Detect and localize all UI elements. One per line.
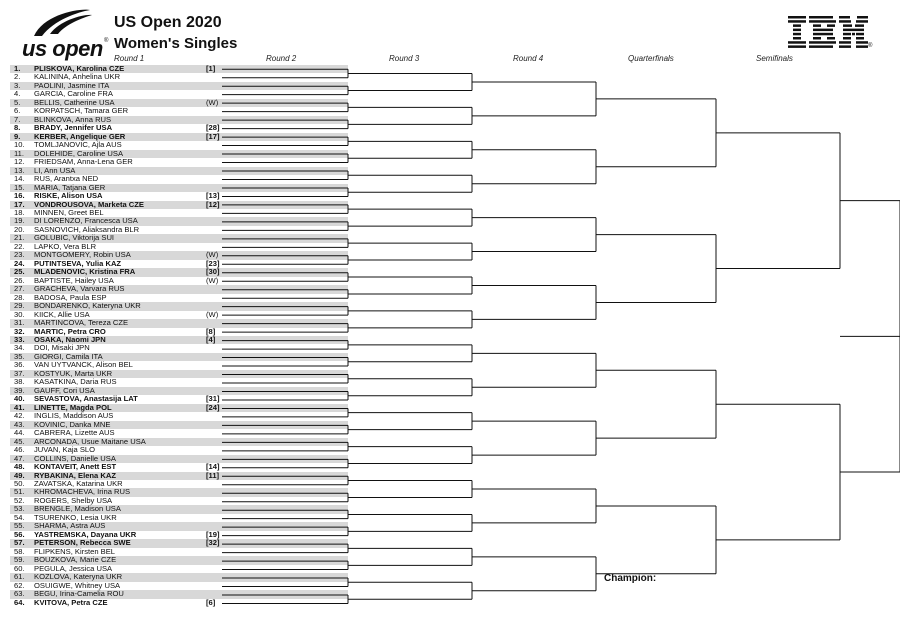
player-name: BRENGLE, Madison USA [34, 504, 121, 514]
player-name: JUVAN, Kaja SLO [34, 445, 96, 455]
player-seed: [8] [206, 326, 216, 336]
player-name: BRADY, Jennifer USA [34, 123, 113, 133]
player-name: PLISKOVA, Karolina CZE [34, 64, 125, 73]
semifinals-header: Semifinals [756, 54, 793, 63]
champion-label: Champion: [604, 573, 657, 584]
player-number: 32. [14, 326, 25, 336]
player-number: 48. [14, 462, 25, 472]
player-number: 64. [14, 597, 25, 607]
player-name: DI LORENZO, Francesca USA [34, 216, 138, 226]
player-name: OSUIGWE, Whitney USA [34, 580, 121, 590]
player-seed: (W) [206, 250, 219, 260]
player-number: 51. [14, 487, 25, 497]
player-name: PUTINTSEVA, Yulia KAZ [34, 258, 122, 268]
player-number: 37. [14, 368, 25, 378]
player-name: INGLIS, Maddison AUS [34, 411, 114, 421]
player-number: 14. [14, 174, 25, 184]
player-name: GIORGI, Camila ITA [34, 351, 103, 361]
player-name: KOZLOVA, Kateryna UKR [34, 572, 123, 582]
player-number: 60. [14, 563, 25, 573]
player-name: KIICK, Allie USA [34, 309, 90, 319]
player-name: PEGULA, Jessica USA [34, 563, 113, 573]
player-name: RISKE, Alison USA [34, 191, 103, 201]
player-name: CABRERA, Lizette AUS [34, 428, 115, 438]
player-number: 20. [14, 224, 25, 234]
player-name: BELLIS, Catherine USA [34, 97, 115, 107]
round-4-header: Round 4 [513, 54, 544, 63]
player-number: 58. [14, 546, 25, 556]
player-name: MONTGOMERY, Robin USA [34, 250, 131, 260]
player-name: LINETTE, Magda POL [34, 402, 112, 412]
ibm-registered-mark: ® [868, 43, 873, 49]
player-seed: [24] [206, 402, 220, 412]
player-name: YASTREMSKA, Dayana UKR [34, 529, 137, 539]
player-number: 30. [14, 309, 25, 319]
player-name: BAPTISTE, Hailey USA [34, 275, 114, 285]
us-open-logo: us open [22, 36, 103, 61]
player-seed: [1] [206, 64, 216, 73]
player-seed: [12] [206, 199, 220, 209]
player-seed: [17] [206, 131, 220, 141]
player-name: VONDROUSOVA, Marketa CZE [34, 199, 144, 209]
player-number: 22. [14, 241, 25, 251]
player-name: MARTIC, Petra CRO [34, 326, 106, 336]
player-seed: [30] [206, 267, 220, 277]
player-name: MINNEN, Greet BEL [34, 207, 104, 217]
player-name: PETERSON, Rebecca SWE [34, 538, 131, 548]
player-name: BADOSA, Paula ESP [34, 292, 107, 302]
player-name: SASNOVICH, Aliaksandra BLR [34, 224, 140, 234]
player-number: 31. [14, 318, 25, 328]
player-number: 12. [14, 157, 25, 167]
player-number: 50. [14, 478, 25, 488]
player-number: 15. [14, 182, 25, 192]
quarterfinals-header: Quarterfinals [628, 54, 674, 63]
player-name: KVITOVA, Petra CZE [34, 597, 108, 607]
player-number: 21. [14, 233, 25, 243]
player-seed: (W) [206, 97, 219, 107]
player-name: MARIA, Tatjana GER [34, 182, 106, 192]
player-number: 52. [14, 495, 25, 505]
player-name: BOUZKOVA, Marie CZE [34, 555, 117, 565]
player-name: RUS, Arantxa NED [34, 174, 99, 184]
player-name: ROGERS, Shelby USA [34, 495, 113, 505]
player-name: VAN UYTVANCK, Alison BEL [34, 360, 133, 370]
player-number: 63. [14, 589, 25, 599]
player-name: FLIPKENS, Kirsten BEL [34, 546, 116, 556]
player-number: 6. [14, 106, 21, 116]
player-number: 43. [14, 419, 25, 429]
player-name: KOSTYUK, Marta UKR [34, 368, 113, 378]
player-name: KERBER, Angelique GER [34, 131, 126, 141]
player-name: GAUFF, Cori USA [34, 385, 95, 395]
round-3-header: Round 3 [389, 54, 420, 63]
event-title: US Open 2020 [114, 14, 222, 31]
player-number: 46. [14, 445, 25, 455]
player-number: 33. [14, 335, 25, 344]
player-name: DOLEHIDE, Caroline USA [34, 148, 124, 158]
player-name: KONTAVEIT, Anett EST [34, 462, 117, 472]
player-seed: [13] [206, 191, 220, 201]
round-1-header: Round 1 [114, 54, 145, 63]
player-number: 16. [14, 191, 25, 201]
player-number: 61. [14, 572, 25, 582]
player-number: 53. [14, 504, 25, 514]
player-number: 59. [14, 555, 25, 565]
player-number: 57. [14, 538, 25, 548]
player-number: 10. [14, 140, 25, 150]
player-name: SEVASTOVA, Anastasija LAT [34, 394, 138, 404]
player-seed: [6] [206, 597, 216, 607]
player-number: 44. [14, 428, 25, 438]
player-name: BONDARENKO, Kateryna UKR [34, 301, 141, 311]
player-name: COLLINS, Danielle USA [34, 453, 116, 463]
player-name: ARCONADA, Usue Maitane USA [34, 436, 146, 446]
player-number: 9. [14, 131, 21, 141]
player-number: 23. [14, 250, 25, 260]
player-number: 34. [14, 343, 25, 353]
player-name: KALININA, Anhelina UKR [34, 72, 121, 82]
player-number: 13. [14, 165, 25, 175]
player-number: 25. [14, 267, 25, 277]
player-number: 39. [14, 385, 25, 395]
player-name: BEGU, Irina-Camelia ROU [34, 589, 124, 599]
player-seed: [11] [206, 470, 220, 480]
player-name: GRACHEVA, Varvara RUS [34, 284, 125, 294]
player-number: 62. [14, 580, 25, 590]
player-name: RYBAKINA, Elena KAZ [34, 470, 116, 480]
player-number: 2. [14, 72, 21, 82]
player-number: 36. [14, 360, 25, 370]
player-name: BLINKOVA, Anna RUS [34, 114, 112, 124]
player-name: LI, Ann USA [34, 165, 76, 175]
logo-registered-mark: ® [104, 38, 109, 44]
player-name: KOVINIC, Danka MNE [34, 419, 111, 429]
player-name: OSAKA, Naomi JPN [34, 335, 106, 344]
player-name: KORPATSCH, Tamara GER [34, 106, 129, 116]
player-number: 45. [14, 436, 25, 446]
player-number: 40. [14, 394, 25, 404]
player-seed: [14] [206, 462, 220, 472]
player-number: 28. [14, 292, 25, 302]
player-name: MLADENOVIC, Kristina FRA [34, 267, 136, 277]
player-name: TSURENKO, Lesia UKR [34, 512, 117, 522]
player-number: 54. [14, 512, 25, 522]
player-number: 18. [14, 207, 25, 217]
player-seed: [32] [206, 538, 220, 548]
player-number: 56. [14, 529, 25, 539]
player-name: GOLUBIC, Viktorija SUI [34, 233, 115, 243]
player-number: 42. [14, 411, 25, 421]
player-number: 27. [14, 284, 25, 294]
player-number: 8. [14, 123, 21, 133]
round-2-header: Round 2 [266, 54, 297, 63]
player-number: 47. [14, 453, 25, 463]
player-name: GARCIA, Caroline FRA [34, 89, 113, 99]
player-seed: (W) [206, 275, 219, 285]
draw-title: Women's Singles [114, 35, 238, 52]
player-seed: [28] [206, 123, 220, 133]
player-seed: [31] [206, 394, 220, 404]
player-number: 4. [14, 89, 21, 99]
player-number: 1. [14, 64, 21, 73]
player-name: LAPKO, Vera BLR [34, 241, 97, 251]
player-name: MARTINCOVA, Tereza CZE [34, 318, 129, 328]
player-seed: [23] [206, 258, 220, 268]
player-number: 35. [14, 351, 25, 361]
player-seed: [19] [206, 529, 220, 539]
player-number: 26. [14, 275, 25, 285]
player-number: 19. [14, 216, 25, 226]
player-number: 38. [14, 377, 25, 387]
player-name: PAOLINI, Jasmine ITA [34, 80, 110, 90]
player-name: SHARMA, Astra AUS [34, 521, 106, 531]
player-number: 41. [14, 402, 25, 412]
player-name: DOI, Misaki JPN [34, 343, 90, 353]
player-number: 29. [14, 301, 25, 311]
player-name: TOMLJANOVIC, Ajla AUS [34, 140, 122, 150]
player-number: 7. [14, 114, 21, 124]
player-number: 49. [14, 470, 25, 480]
player-name: FRIEDSAM, Anna-Lena GER [34, 157, 133, 167]
player-number: 24. [14, 258, 25, 268]
player-name: ZAVATSKA, Katarina UKR [34, 478, 123, 488]
player-seed: [4] [206, 335, 216, 344]
player-name: KASATKINA, Daria RUS [34, 377, 117, 387]
player-number: 55. [14, 521, 25, 531]
player-number: 11. [14, 148, 24, 158]
player-number: 17. [14, 199, 25, 209]
player-number: 5. [14, 97, 21, 107]
player-seed: (W) [206, 309, 219, 319]
player-number: 3. [14, 80, 21, 90]
player-name: KHROMACHEVA, Irina RUS [34, 487, 131, 497]
